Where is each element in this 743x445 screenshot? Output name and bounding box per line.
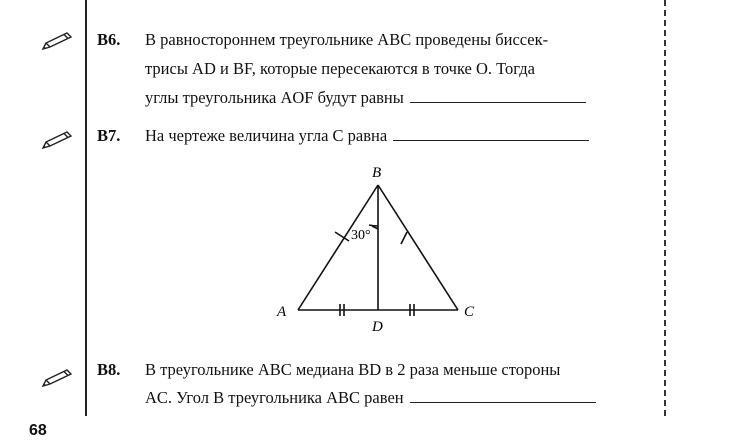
problem-text-line	[145, 86, 586, 110]
pencil-icon	[40, 367, 74, 389]
vertex-label-a: A	[277, 304, 287, 320]
problem-text: углы треугольника AOF будут равны	[145, 88, 404, 107]
vertex-label-c: C	[464, 304, 475, 320]
problem-text: На чертеже величина угла C равна	[145, 126, 388, 145]
angle-label: 30°	[351, 228, 371, 243]
problem-text-line: трисы AD и BF, которые пересекаются в точке O. Тогда	[145, 59, 535, 78]
side-ab	[298, 185, 378, 310]
angle-arc-b	[369, 225, 378, 226]
left-margin-line	[85, 0, 87, 416]
problem-number: B6.	[97, 30, 121, 49]
problem-number: B8.	[97, 360, 121, 379]
side-bc	[378, 185, 458, 310]
problem-text-line	[145, 386, 596, 410]
vertex-label-d: D	[372, 319, 383, 335]
answer-blank[interactable]	[393, 124, 589, 141]
triangle-figure	[260, 160, 490, 340]
answer-blank[interactable]	[410, 86, 586, 103]
problem-text: AC. Угол B треугольника ABC равен	[145, 388, 404, 407]
problem-text-line: В треугольнике ABC медиана BD в 2 раза меньше стороны	[145, 360, 561, 379]
problem-number: B7.	[97, 126, 121, 145]
pencil-icon	[40, 30, 74, 52]
pencil-icon	[40, 129, 74, 151]
problem-text-line	[145, 124, 589, 148]
right-cut-line	[664, 0, 666, 416]
page-number: 68	[29, 422, 47, 439]
problem-text-line: В равностороннем треугольнике ABC проведены биссек-	[145, 30, 549, 49]
answer-blank[interactable]	[410, 386, 596, 403]
tick-mark-bc	[401, 232, 407, 244]
vertex-label-b: B	[372, 165, 382, 181]
